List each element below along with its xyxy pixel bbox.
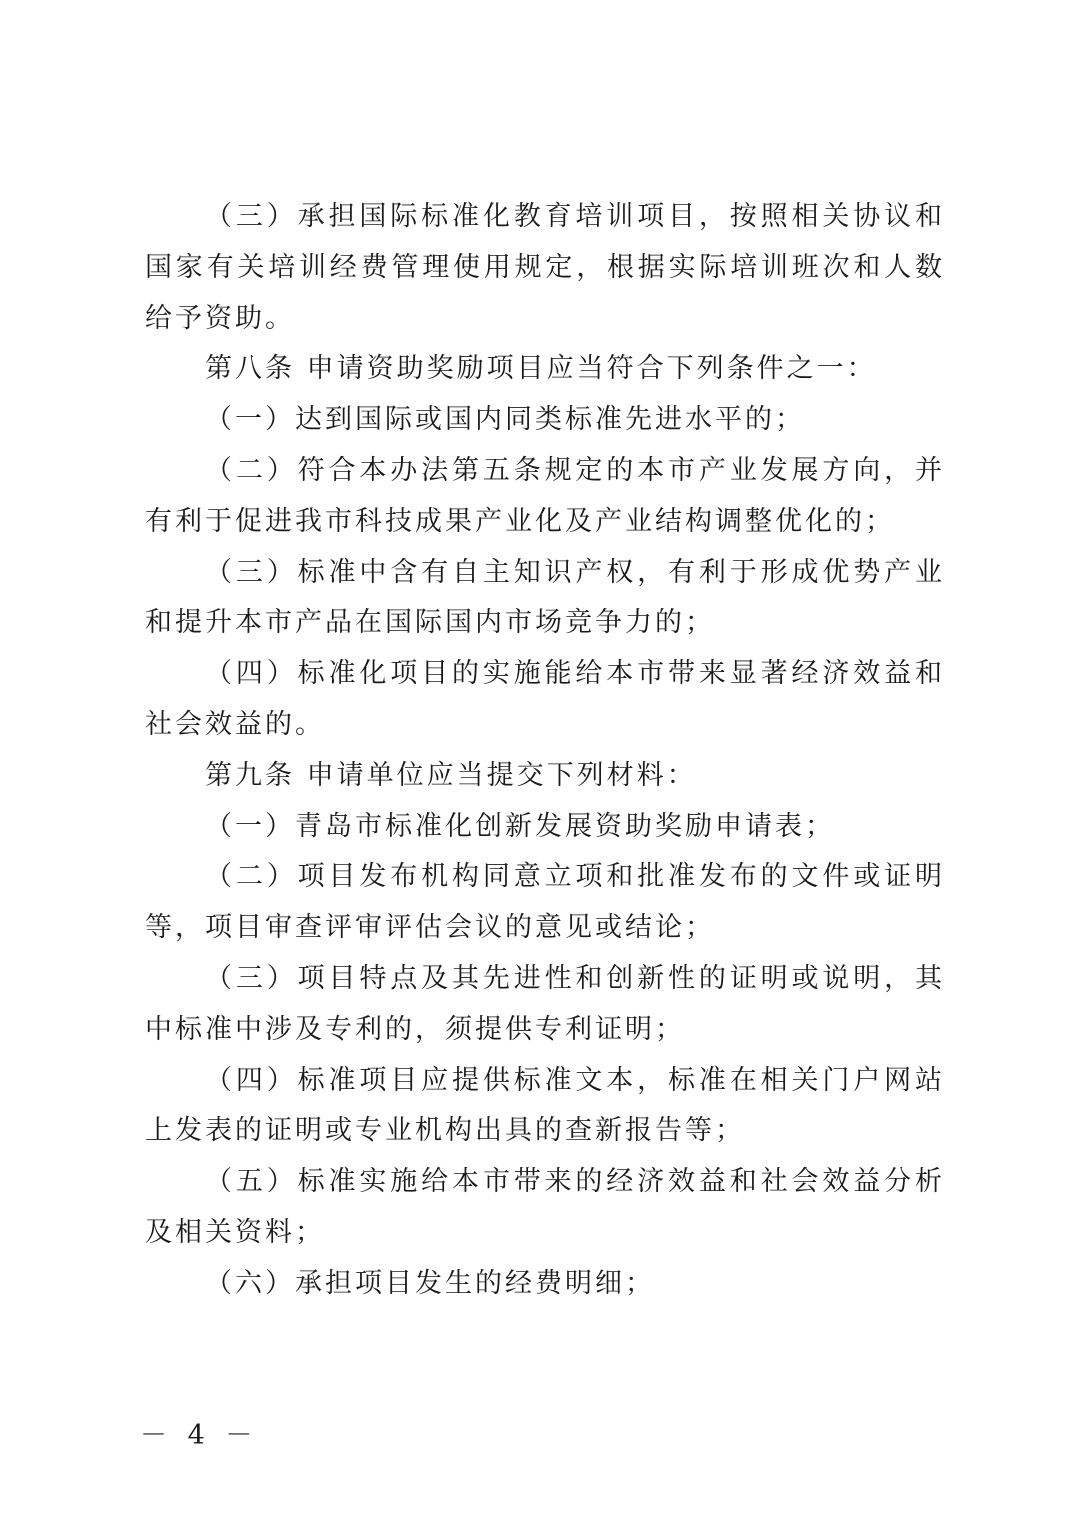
article-9-item-1: （一）青岛市标准化创新发展资助奖励申请表；	[205, 810, 835, 842]
article-8-item-3: （三）标准中含有自主知识产权，有利于形成优势产业和提升本市产品在国际国内市场竞争力的；	[145, 556, 945, 639]
document-body	[145, 192, 945, 1310]
article-9-item-6: （六）承担项目发生的经费明细；	[205, 1267, 655, 1299]
paragraph-training-funding: （三）承担国际标准化教育培训项目，按照相关协议和国家有关培训经费管理使用规定，根据实际培训班次和人数给予资助。	[145, 201, 945, 334]
article-9-item-4: （四）标准项目应提供标准文本，标准在相关门户网站上发表的证明或专业机构出具的查新报告等；	[145, 1064, 945, 1147]
article-8-heading: 第八条 申请资助奖励项目应当符合下列条件之一：	[205, 353, 877, 385]
article-8-item-1: （一）达到国际或国内同类标准先进水平的；	[205, 404, 805, 436]
article-9-item-5: （五）标准实施给本市带来的经济效益和社会效益分析及相关资料；	[145, 1166, 945, 1248]
page-number: － 4 －	[140, 1420, 259, 1451]
article-8-item-4: （四）标准化项目的实施能给本市带来显著经济效益和社会效益的。	[145, 658, 945, 740]
article-9-heading: 第九条 申请单位应当提交下列材料：	[205, 759, 697, 791]
article-9-item-3: （三）项目特点及其先进性和创新性的证明或说明，其中标准中涉及专利的，须提供专利证明；	[145, 962, 945, 1045]
article-8-item-2: （二）符合本办法第五条规定的本市产业发展方向，并有利于促进我市科技成果产业化及产业结构调整优化的；	[145, 454, 945, 537]
article-9-item-2: （二）项目发布机构同意立项和批准发布的文件或证明等，项目审查评审评估会议的意见或结论；	[145, 861, 945, 944]
